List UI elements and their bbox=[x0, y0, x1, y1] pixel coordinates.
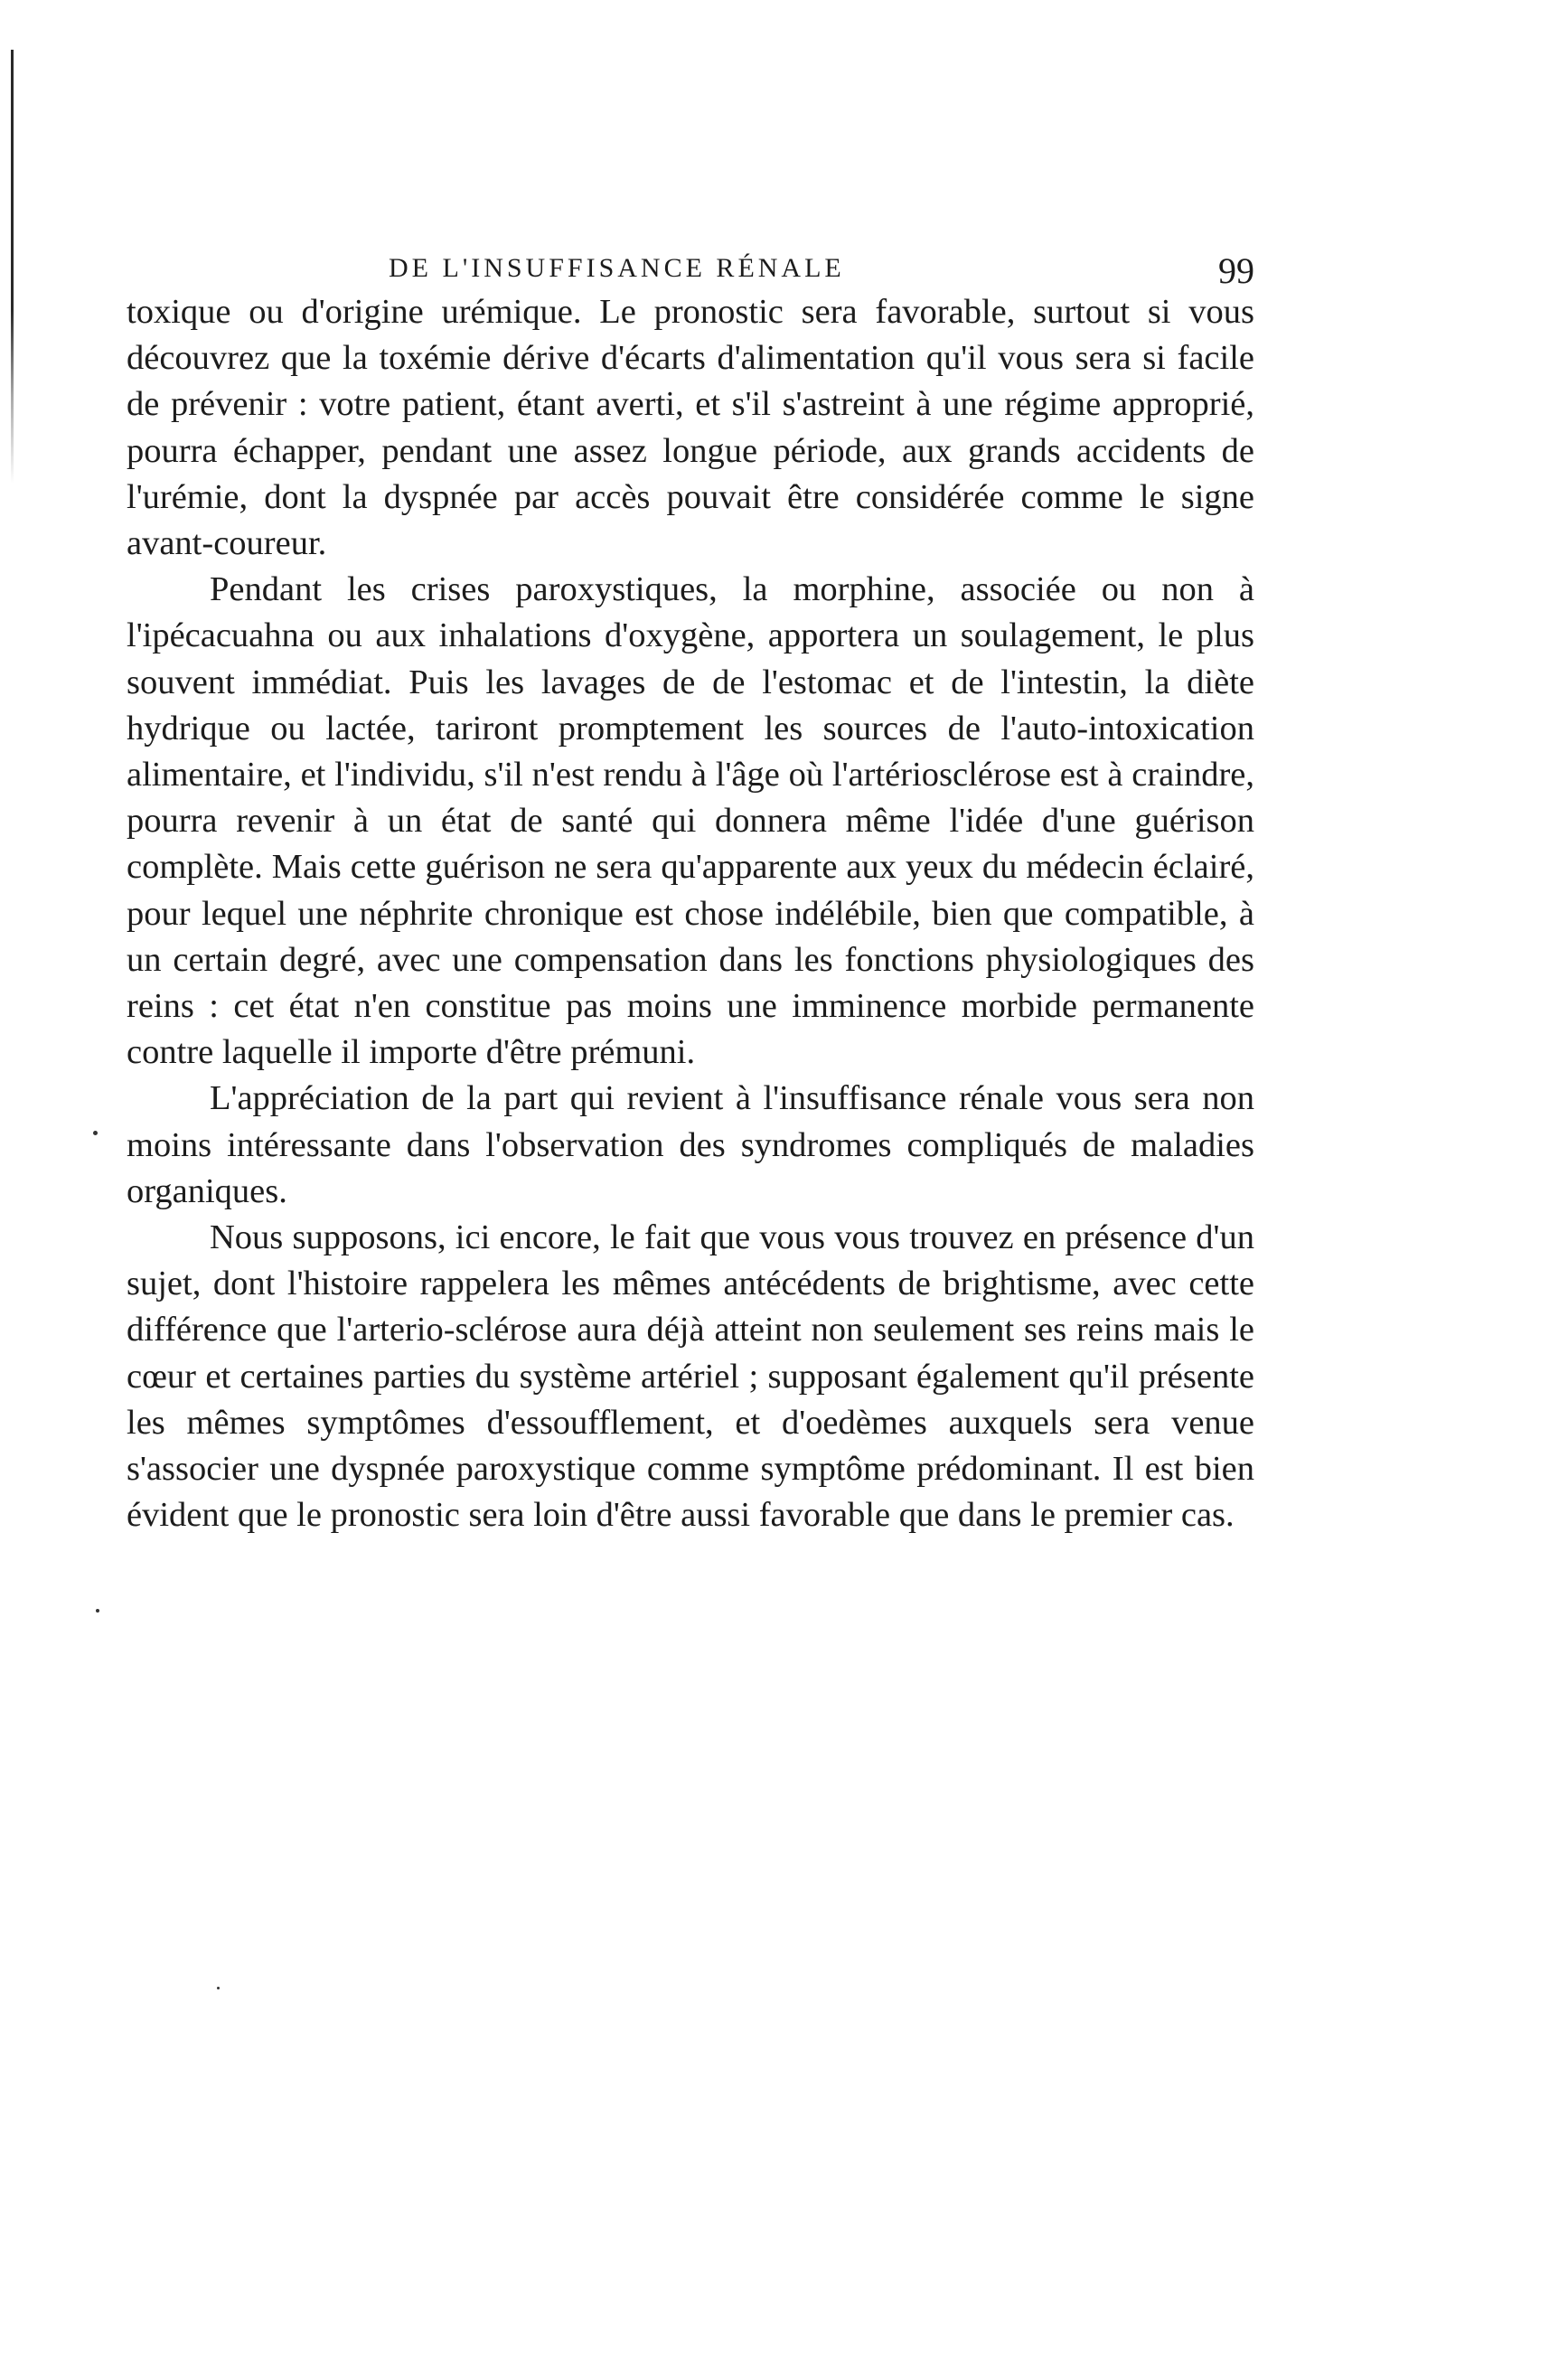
paragraph-4: Nous supposons, ici encore, le fait que vous vous trouvez en présence d'un sujet, dont l'histoire rappelera les mêmes antécédents de brightisme, avec cette différence que l'arterio-sclérose aura déjà atteint non seulement ses reins mais le cœur et certaines parties du système artériel ; supposant également qu'il présente les mêmes symptômes d'essoufflement, et d'oedèmes auxquels sera venue s'associer une dyspnée paroxystique comme symptôme prédominant. Il est bien évident que le pronostic sera loin d'être aussi favorable que dans le premier cas. bbox=[127, 1218, 1254, 1535]
ink-speck bbox=[217, 1987, 220, 1989]
running-title: DE L'INSUFFISANCE RÉNALE bbox=[389, 253, 845, 283]
ink-speck bbox=[96, 1609, 99, 1613]
ink-speck bbox=[93, 1131, 98, 1135]
body-text bbox=[127, 289, 1254, 1538]
page-number: 99 bbox=[1218, 250, 1254, 291]
paragraph-3: L'appréciation de la part qui revient à l'insuffisance rénale vous sera non moins intéressante dans l'observation des syndromes compliqués de maladies organiques. bbox=[127, 1079, 1254, 1210]
scan-edge-mark bbox=[11, 50, 14, 484]
page-header bbox=[127, 249, 1254, 295]
paragraph-1: toxique ou d'origine urémique. Le pronostic sera favorable, surtout si vous découvrez que la toxémie dérive d'écarts d'alimentation qu'il vous sera si facile de prévenir : votre patient, étant averti, et s'il s'astreint à une régime approprié, pourra échapper, pendant une assez longue période, aux grands accidents de l'urémie, dont la dyspnée par accès pouvait être considérée comme le signe avant-coureur. bbox=[127, 293, 1254, 563]
paragraph-2: Pendant les crises paroxystiques, la morphine, associée ou non à l'ipécacuahna ou aux inhalations d'oxygène, apportera un soulagement, le plus souvent immédiat. Puis les lavages de de l'estomac et de l'intestin, la diète hydrique ou lactée, tariront promptement les sources de l'auto-intoxication alimentaire, et l'individu, s'il n'est rendu à l'âge où l'artériosclérose est à craindre, pourra revenir à un état de santé qui donnera même l'idée d'une guérison complète. Mais cette guérison ne sera qu'apparente aux yeux du médecin éclairé, pour lequel une néphrite chronique est chose indélébile, bien que compatible, à un certain degré, avec une compensation dans les fonctions physiologiques des reins : cet état n'en constitue pas moins une imminence morbide permanente contre laquelle il importe d'être prémuni. bbox=[127, 570, 1254, 1072]
